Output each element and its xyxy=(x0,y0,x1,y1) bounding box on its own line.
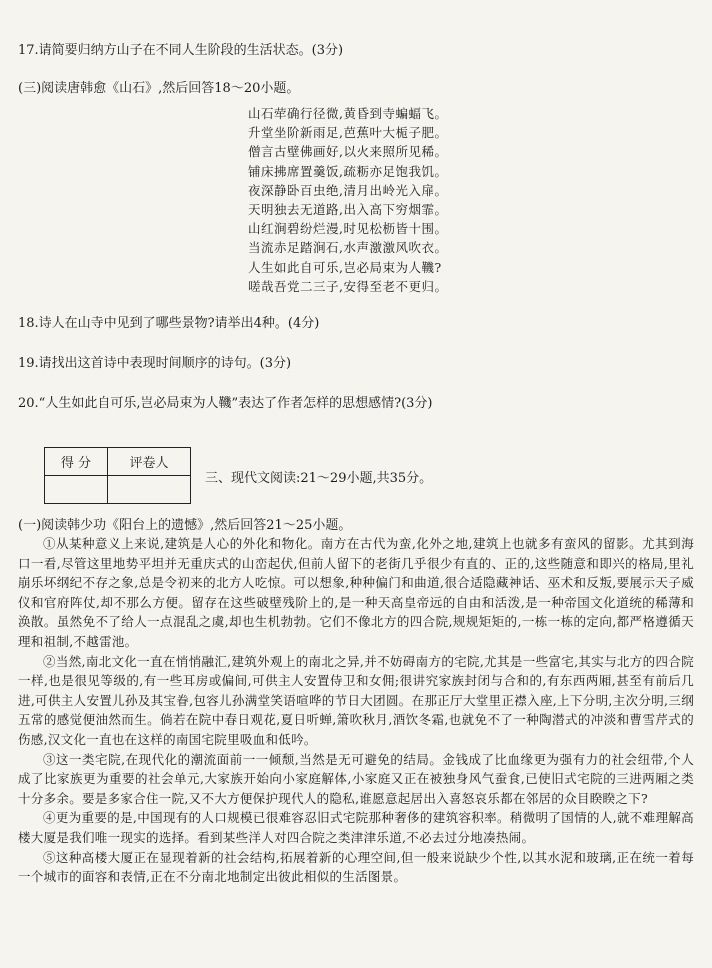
paragraph-2: ②当然,南北文化一直在悄悄融汇,建筑外观上的南北之异,并不妨碍南方的宅院,尤其是一些富宅,其实与北方的四合院一样,也是很见等级的,有一些耳房或偏间,可供主人安置侍卫和女佣;很讲究家族封闭与合和的,有东西两厢,甚至有前后几进,可供主人安置儿孙及其宝眷,包容儿孙满堂笑语喧哗的节日大团圆。在那正厅大堂里正襟入座,上下分明,主次分明,三纲五常的感觉便油然而生。倘若在院中春日观花,夏日听蝉,箫吹秋月,酒饮冬霜,也就免不了一种陶潜式的冲淡和曹雪芹式的伤感,汉文化一直也在这样的南国宅院里吸血和低吟。 xyxy=(18,653,694,747)
poem-line: 嗟哉吾党二三子,安得至老不更归。 xyxy=(248,278,448,294)
poem-line: 人生如此自可乐,岂必局束为人鞿? xyxy=(248,259,442,275)
paragraph-1: ①从某种意义上来说,建筑是人心的外化和物化。南方在古代为蛮,化外之地,建筑上也就多有蛮风的留影。尤其到海口一看,尽管这里地势平坦并无重庆式的山峦起伏,但前人留下的老街几乎很少有直的、正的,这些随意和即兴的格局,里礼崩乐坏纲纪不存之象,总是令初来的北方人吃惊。可以想象,种种偏门和曲道,很合适隐藏神话、巫术和反叛,要展示天子威仪和官府阵仗,却不那么方便。留存在这些破壁残阶上的,是一种天高皇帝远的自由和活泼,是一种帝国文化道统的稀薄和涣散。虽然免不了给人一点混乱之虞,却也生机勃勃。它们不像北方的四合院,规规矩矩的,一栋一栋的定向,都严格遵循天理和祖制,不越雷池。 xyxy=(18,536,694,649)
poem-shanshi xyxy=(248,104,447,296)
question-18: 18.诗人在山寺中见到了哪些景物?请举出4种。(4分) xyxy=(18,316,320,331)
question-17: 17.请简要归纳方山子在不同人生阶段的生活状态。(3分) xyxy=(18,43,344,58)
grader-header: 评卷人 xyxy=(108,448,191,476)
poem-line: 夜深静卧百虫绝,清月出岭光入扉。 xyxy=(248,182,448,198)
section-3-intro: (三)阅读唐韩愈《山石》,然后回答18～20小题。 xyxy=(18,81,300,96)
poem-line: 升堂坐阶新雨足,芭蕉叶大栀子肥。 xyxy=(248,125,448,141)
paragraph-3: ③这一类宅院,在现代化的潮流面前一一倾颓,当然是无可避免的结局。金钱成了比血缘更为强有力的社会纽带,个人成了比家族更为重要的社会单元,大家族开始向小家庭解体,小家庭又正在被独身风气蚕食,已使旧式宅院的三进两厢之类十分多余。要是多家合住一院,又不大方便保护现代人的隐私,谁愿意起居出入喜怒哀乐都在邻居的众目睽睽之下? xyxy=(18,751,694,806)
poem-line: 天明独去无道路,出入高下穷烟霏。 xyxy=(248,201,448,217)
poem-line: 当流赤足踏涧石,水声激激风吹衣。 xyxy=(248,240,448,256)
score-table xyxy=(44,447,191,504)
score-header: 得 分 xyxy=(45,448,108,476)
poem-line: 山红涧碧纷烂漫,时见松枥皆十围。 xyxy=(248,221,448,237)
question-20: 20.“人生如此自可乐,岂必局束为人鞿”表达了作者怎样的思想感情?(3分) xyxy=(18,396,433,411)
question-19: 19.请找出这首诗中表现时间顺序的诗句。(3分) xyxy=(18,356,292,371)
poem-line: 僧言古壁佛画好,以火来照所见稀。 xyxy=(248,144,448,160)
grader-cell[interactable] xyxy=(108,476,191,504)
poem-line: 山石荦确行径微,黄昏到寺蝙蝠飞。 xyxy=(248,106,448,121)
score-cell[interactable] xyxy=(45,476,108,504)
paragraph-4: ④更为重要的是,中国现有的人口规模已很难容忍旧式宅院那种奢侈的建筑容积率。稍微明了国情的人,就不难理解高楼大厦是我们唯一现实的选择。看到某些洋人对四合院之类津津乐道,不必去过分地凑热闹。 xyxy=(18,810,694,845)
passage-body xyxy=(18,534,694,887)
passage-intro: (一)阅读韩少功《阳台上的遗憾》,然后回答21～25小题。 xyxy=(18,518,352,533)
poem-line: 铺床拂席置羹饭,疏粝亦足饱我饥。 xyxy=(248,163,448,179)
paragraph-5: ⑤这种高楼大厦正在显现着新的社会结构,拓展着新的心理空间,但一般来说缺少个性,以其水泥和玻璃,正在统一着每一个城市的面容和表情,正在不分南北地制定出彼此相似的生活图景。 xyxy=(18,849,694,885)
section-3-title: 三、现代文阅读:21～29小题,共35分。 xyxy=(205,471,433,486)
